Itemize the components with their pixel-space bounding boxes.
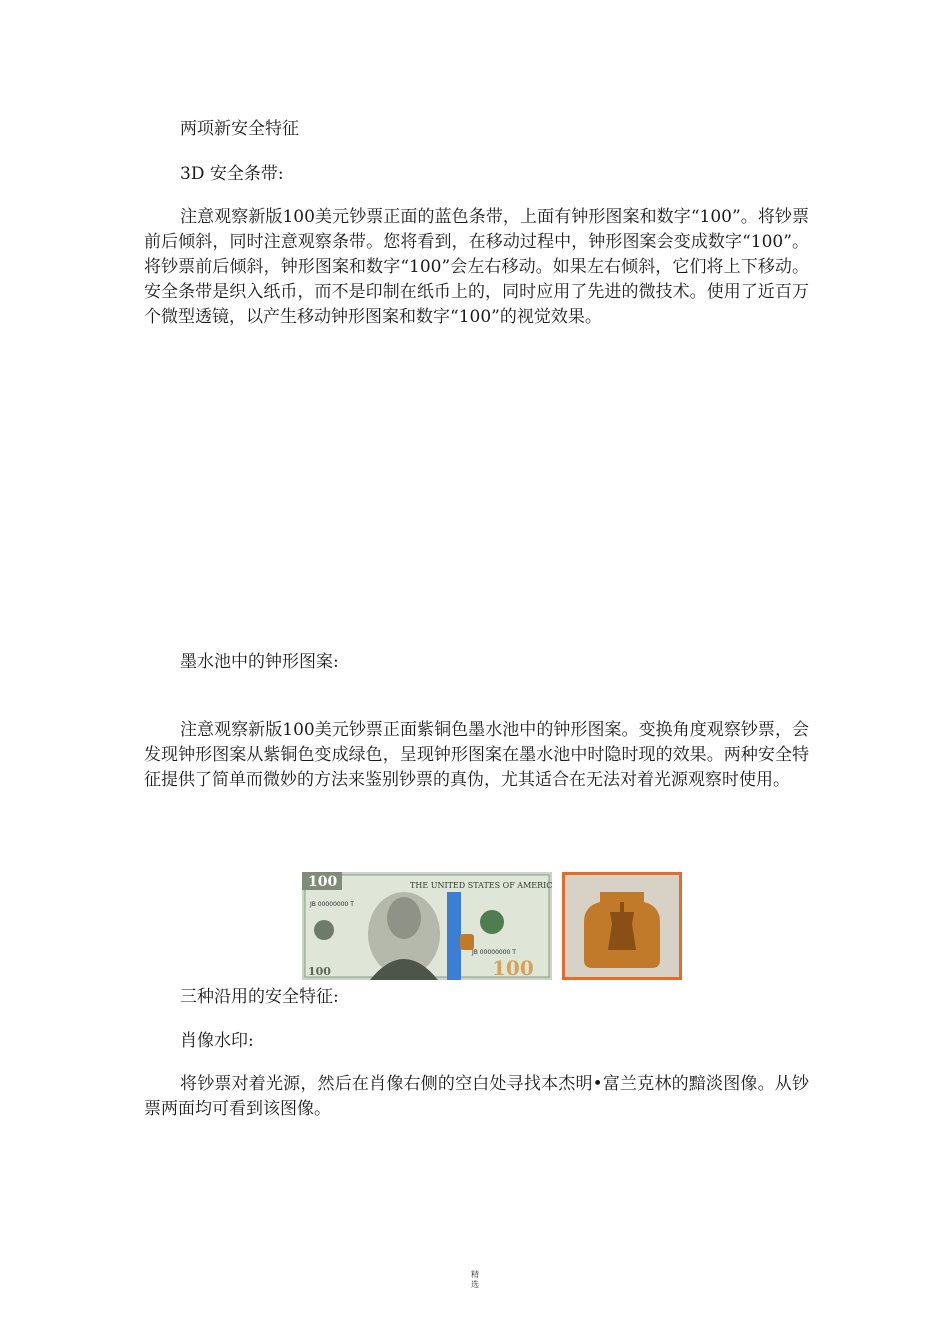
bell-pattern-icon xyxy=(608,912,636,950)
banknote-serial-right: JB 00000000 T xyxy=(472,949,516,956)
feature-heading-3d-ribbon: 3D 安全条带: xyxy=(180,164,284,184)
footer-line-2: 选 xyxy=(471,1280,479,1289)
banknote-big-numeral: 100 xyxy=(492,956,534,980)
banknote-serial: JB 00000000 T xyxy=(310,901,354,908)
banknote-corner-numeral-bottom: 100 xyxy=(308,965,331,978)
ink-well-closeup-image xyxy=(562,872,682,980)
page-footer xyxy=(466,1270,484,1290)
banknote-image xyxy=(302,872,552,980)
banknote-corner-numeral: 100 xyxy=(308,874,338,890)
feature-heading-watermark: 肖像水印: xyxy=(180,1031,254,1051)
feature-heading-ink-well: 墨水池中的钟形图案: xyxy=(180,652,339,672)
banknote-illustration xyxy=(302,872,552,980)
section-title-existing-features: 三种沿用的安全特征: xyxy=(180,987,339,1007)
paragraph-3d-ribbon: 注意观察新版100美元钞票正面的蓝色条带，上面有钟形图案和数字“100”。将钞票前后倾斜，同时注意观察条带。您将看到，在移动过程中，钟形图案会变成数字“100”。将钞票前后倾斜，钟形图案和数字“100”会左右移动。如果左右倾斜，它们将上下移动。安全条带是织入纸币，而不是印制在纸币上的，同时应用了先进的微技术。使用了近百万个微型透镜，以产生移动钟形图案和数字“100”的视觉效果。 xyxy=(144,207,809,327)
ink-well-illustration xyxy=(562,872,682,980)
paragraph-ink-well: 注意观察新版100美元钞票正面紫铜色墨水池中的钟形图案。变换角度观察钞票，会发现钟形图案从紫铜色变成绿色，呈现钟形图案在墨水池中时隐时现的效果。两种安全特征提供了简单而微妙的方法来鉴别钞票的真伪，尤其适合在无法对着光源观察时使用。 xyxy=(144,720,809,790)
section-title: 两项新安全特征 xyxy=(180,119,299,139)
ink-well-mark xyxy=(460,934,474,950)
footer-line-1: 精 xyxy=(471,1270,479,1279)
paragraph-watermark: 将钞票对着光源，然后在肖像右侧的空白处寻找本杰明•富兰克林的黯淡图像。从钞票两面均可看到该图像。 xyxy=(144,1074,809,1119)
security-ribbon xyxy=(447,892,461,980)
banknote-top-text: THE UNITED STATES OF AMERICA xyxy=(410,881,552,890)
